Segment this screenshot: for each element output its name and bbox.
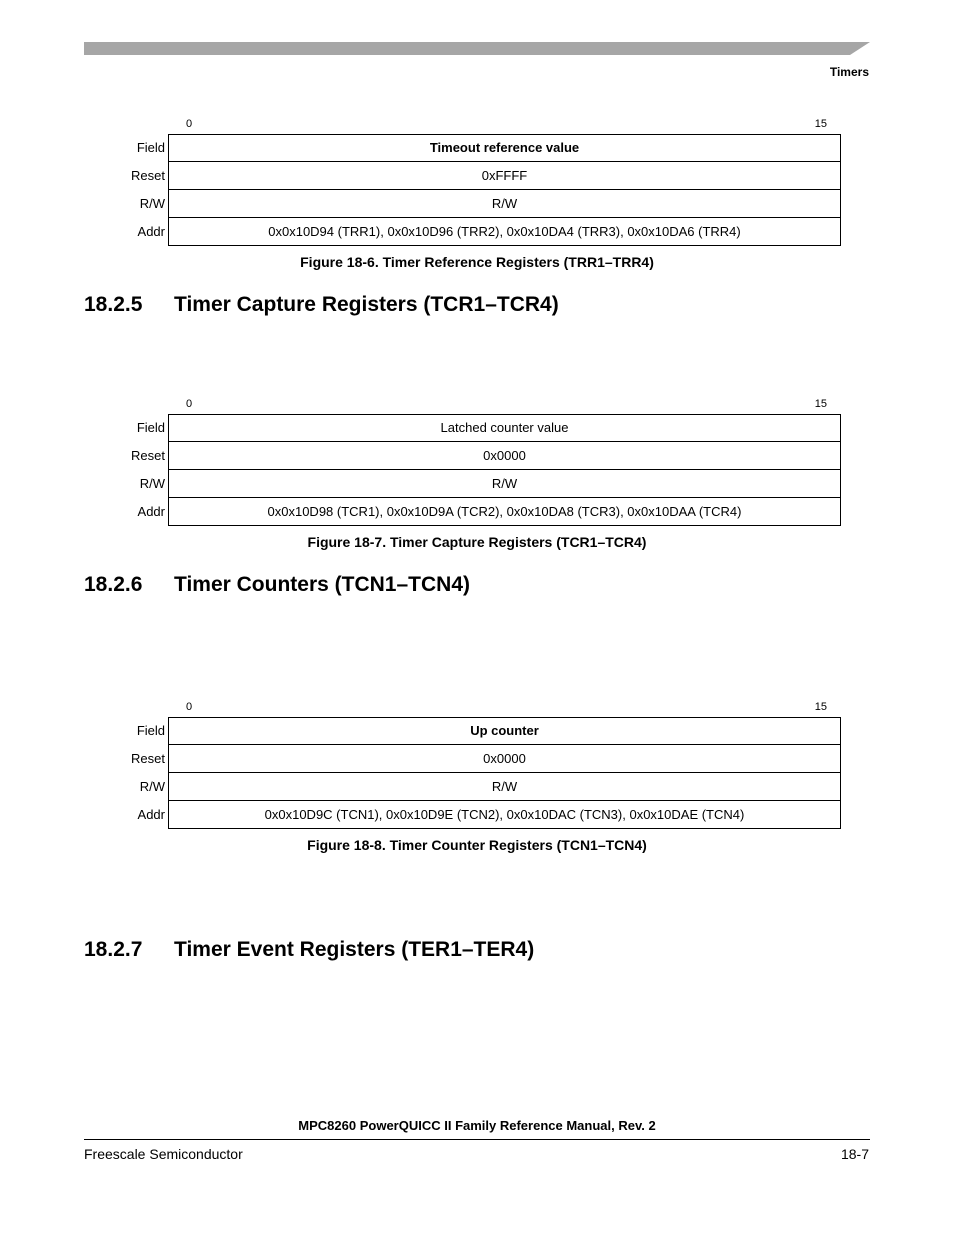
header-bar <box>84 42 870 55</box>
reset-label: Reset <box>131 751 165 766</box>
section-title: Timer Event Registers (TER1–TER4) <box>174 938 535 961</box>
rw-value: R/W <box>168 773 841 801</box>
footer-divider <box>84 1139 870 1140</box>
bit-numbers <box>168 118 841 134</box>
register-diagram-trr <box>84 118 844 246</box>
rw-row <box>84 773 844 801</box>
field-label: Field <box>136 420 165 435</box>
field-row <box>84 134 844 162</box>
addr-row <box>84 801 844 829</box>
field-label: Field <box>136 140 165 155</box>
rw-label: R/W <box>139 779 165 794</box>
addr-value: 0x0x10D94 (TRR1), 0x0x10D96 (TRR2), 0x0x10DA4 (TRR3), 0x0x10DA6 (TRR4) <box>168 218 841 246</box>
figure-caption: Figure 18-7. Timer Capture Registers (TCR1–TCR4) <box>307 534 647 550</box>
reset-row <box>84 745 844 773</box>
bit-end: 15 <box>814 398 827 410</box>
bit-numbers <box>168 701 841 717</box>
section-number: 18.2.6 <box>84 573 143 596</box>
footer-manual-title: MPC8260 PowerQUICC II Family Reference Manual, Rev. 2 <box>298 1118 656 1133</box>
section-heading <box>84 573 470 597</box>
rw-label: R/W <box>139 196 165 211</box>
reset-label: Reset <box>131 168 165 183</box>
bit-end: 15 <box>814 701 827 713</box>
section-heading <box>84 938 534 962</box>
reset-row <box>84 162 844 190</box>
rw-row <box>84 190 844 218</box>
addr-label: Addr <box>137 807 165 822</box>
reset-value: 0xFFFF <box>168 162 841 190</box>
reset-label: Reset <box>131 448 165 463</box>
addr-value: 0x0x10D98 (TCR1), 0x0x10D9A (TCR2), 0x0x10DA8 (TCR3), 0x0x10DAA (TCR4) <box>168 498 841 526</box>
field-value: Timeout reference value <box>168 134 841 162</box>
addr-row <box>84 218 844 246</box>
section-title: Timer Capture Registers (TCR1–TCR4) <box>174 293 559 316</box>
reset-value: 0x0000 <box>168 745 841 773</box>
reset-value: 0x0000 <box>168 442 841 470</box>
field-row <box>84 414 844 442</box>
bit-start: 0 <box>186 118 193 130</box>
field-label: Field <box>136 723 165 738</box>
rw-value: R/W <box>168 470 841 498</box>
header-bar-shape <box>84 42 870 55</box>
field-value: Latched counter value <box>168 414 841 442</box>
bit-numbers <box>168 398 841 414</box>
addr-row <box>84 498 844 526</box>
bit-end: 15 <box>814 118 827 130</box>
addr-value: 0x0x10D9C (TCN1), 0x0x10D9E (TCN2), 0x0x10DAC (TCN3), 0x0x10DAE (TCN4) <box>168 801 841 829</box>
section-heading <box>84 293 559 317</box>
rw-label: R/W <box>139 476 165 491</box>
footer-page-number: 18-7 <box>840 1146 869 1162</box>
rw-row <box>84 470 844 498</box>
field-value: Up counter <box>168 717 841 745</box>
header-section-title: Timers <box>829 65 869 79</box>
footer-company: Freescale Semiconductor <box>84 1146 243 1162</box>
section-title: Timer Counters (TCN1–TCN4) <box>174 573 470 596</box>
rw-value: R/W <box>168 190 841 218</box>
field-row <box>84 717 844 745</box>
section-number: 18.2.7 <box>84 938 143 961</box>
bit-start: 0 <box>186 701 193 713</box>
figure-caption: Figure 18-8. Timer Counter Registers (TCN1–TCN4) <box>307 837 647 853</box>
register-diagram-tcn <box>84 701 844 829</box>
figure-caption: Figure 18-6. Timer Reference Registers (TRR1–TRR4) <box>300 254 654 270</box>
addr-label: Addr <box>137 224 165 239</box>
register-diagram-tcr <box>84 398 844 526</box>
section-number: 18.2.5 <box>84 293 143 316</box>
addr-label: Addr <box>137 504 165 519</box>
reset-row <box>84 442 844 470</box>
bit-start: 0 <box>186 398 193 410</box>
